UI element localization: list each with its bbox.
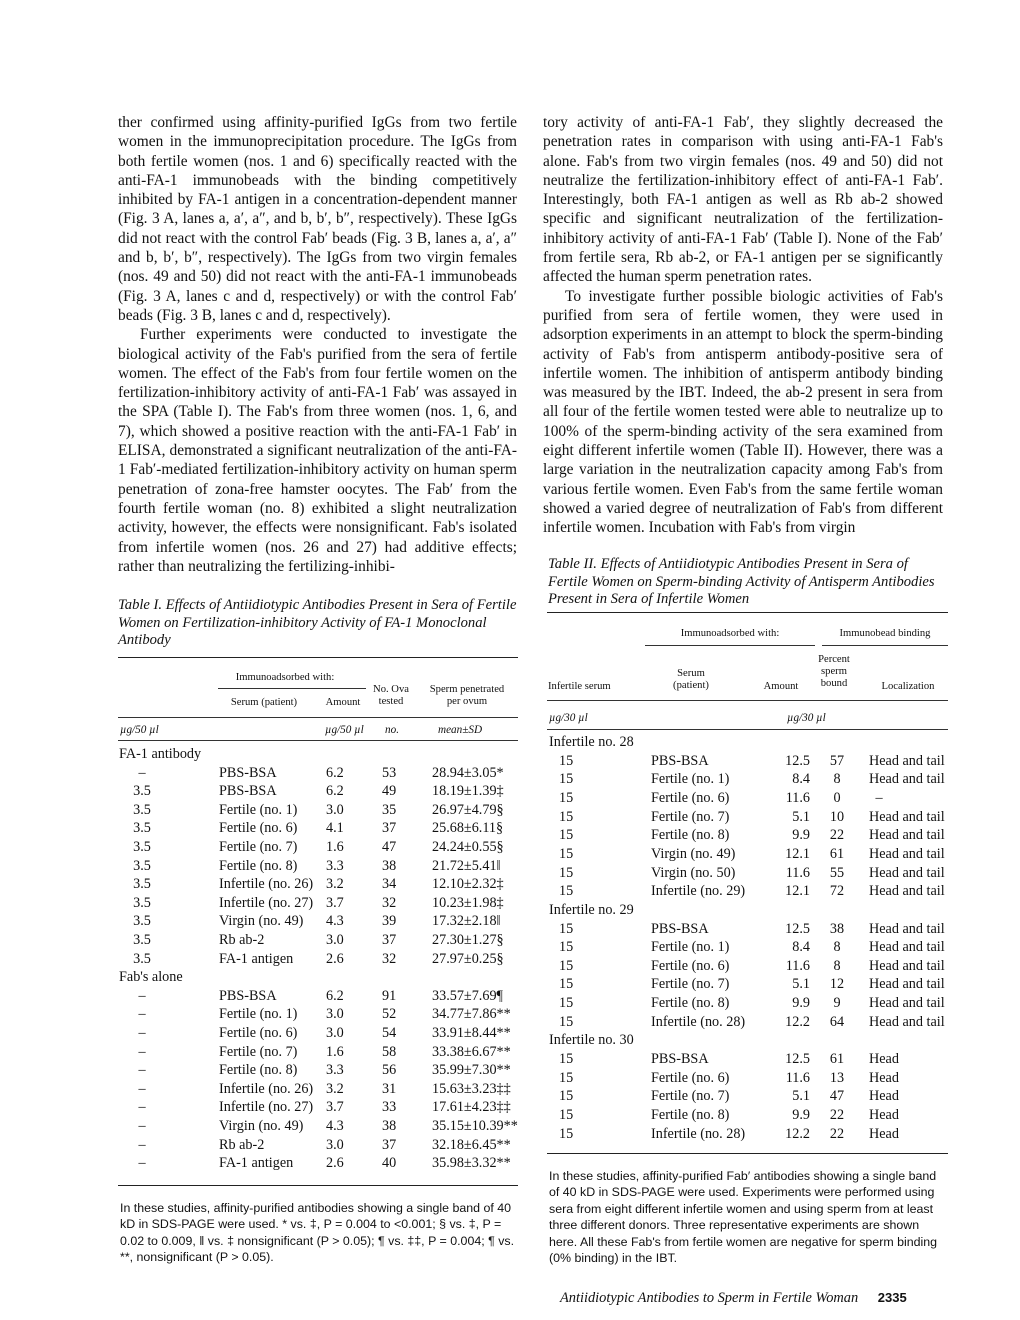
table2-header-localization: Localization: [881, 681, 935, 692]
table1-cell-conc: 3.5: [133, 857, 151, 874]
table2-cell-percent: 8: [833, 957, 841, 974]
table2-cell-serum: Fertile (no. 8): [651, 995, 730, 1012]
table2-cell-amount: 12.5: [785, 920, 810, 937]
table2-cell-localization: Head and tail: [869, 845, 945, 862]
right-text-column: [543, 113, 943, 538]
table1-cell-serum: Fertile (no. 7): [219, 1043, 298, 1060]
table1-cell-amount: 4.3: [326, 1118, 344, 1134]
table2-cell-serum: PBS-BSA: [651, 1051, 709, 1068]
table2-bottom-rule: [547, 1153, 948, 1154]
table2-cell-conc: 15: [559, 771, 574, 788]
table1-cell-serum: Virgin (no. 49): [219, 1118, 304, 1134]
table2-cell-localization: Head and tail: [869, 771, 945, 788]
table1-cell-serum: Fertile (no. 6): [219, 820, 298, 837]
table1-cell-ova: 56: [382, 1062, 397, 1079]
table2-cell-percent: 72: [829, 883, 845, 900]
table2-cell-serum: Fertile (no. 1): [651, 939, 730, 956]
table2-cell-localization: Head: [869, 1125, 899, 1142]
table1-header-amount: Amount: [325, 697, 361, 708]
table2-unit-amount: µg/30 µl: [787, 712, 826, 724]
table2-cell-serum: Infertile (no. 28): [651, 1125, 746, 1142]
table2-cell-serum: Fertile (no. 6): [651, 789, 730, 806]
table1-cell-conc: 3.5: [133, 820, 151, 837]
table1-cell-serum: Infertile (no. 27): [219, 894, 314, 911]
table2-cell-amount: 12.1: [785, 883, 810, 900]
table2-cell-serum: Fertile (no. 8): [651, 1107, 730, 1123]
table2-cell-percent: 8: [833, 771, 841, 788]
table1-cell-ova: 35: [382, 801, 397, 818]
table1-cell-ova: 58: [382, 1043, 397, 1060]
table1-cell-sperm: 32.18±6.45**: [432, 1136, 511, 1153]
table1-cell-amount: 6.2: [326, 783, 344, 800]
table1-cell-ova: 33: [382, 1099, 397, 1116]
table2-cell-amount: 9.9: [792, 827, 810, 844]
table1-cell-serum: Rb ab-2: [219, 932, 265, 948]
table1-cell-ova: 47: [382, 839, 397, 855]
table2-cell-amount: 11.6: [785, 1069, 810, 1086]
table1-cell-sperm: 27.97±0.25§: [432, 950, 504, 967]
table1-footnote: In these studies, affinity-purified antibodies showing a single band of 40 kD in SDS-PAGE were used. * vs. ‡, P = 0.004 to <0.001; § vs. ‡, P = 0.02 to 0.009, ‖ vs. ‡ nonsignificant (P > 0.05); ¶ vs. ‡‡, P = 0.004; ¶ vs. **, nonsignificant (P > 0.05).: [120, 1201, 515, 1265]
table1-cell-ova: 31: [382, 1080, 397, 1097]
table1-cell-amount: 3.2: [326, 1080, 344, 1097]
table1-cell-sperm: 34.77±7.86**: [432, 1006, 511, 1023]
table2-cell-serum: Fertile (no. 7): [651, 976, 730, 993]
table2-cell-amount: 8.4: [792, 939, 810, 956]
table2-cell-amount: 8.4: [792, 771, 810, 788]
table1-cell-conc: 3.5: [133, 839, 151, 855]
left-text-column: [118, 113, 517, 576]
table1-cell-ova: 53: [382, 764, 397, 781]
table2-cell-conc: 15: [559, 976, 574, 993]
table1-cell-amount: 2.6: [326, 1155, 344, 1172]
table1-cell-conc: –: [138, 1099, 146, 1116]
table1-cell-conc: 3.5: [133, 913, 151, 930]
table1-cell-amount: 1.6: [326, 1043, 344, 1060]
table2-cell-percent: 10: [829, 808, 845, 825]
table2-cell-localization: Head and tail: [869, 827, 945, 844]
table1-cell-amount: 3.0: [326, 801, 344, 818]
table1-group-label: FA-1 antibody: [119, 746, 202, 762]
table1-cell-amount: 3.7: [326, 894, 344, 911]
table2-cell-amount: 5.1: [792, 1088, 810, 1105]
paragraph: Further experiments were conducted to investigate the biological activity of the Fab's purified from the sera of fertile women. The effect of the Fab's from four fertile women on the fertilization-inhibitory activity of anti-FA-1 Fab′ was assayed in the SPA (Table I). The Fab's from three women (nos. 1, 6, and 7), which showed a positive reaction with the anti-FA-1 Fab′ in ELISA, demonstrated a significant neutralization of the anti-FA-1 Fab′-mediated fertilization-inhibitory activity on human sperm penetration of zona-free hamster oocytes. The Fab′ from the fourth fertile woman (no. 8) exhibited a slight neutralization activity, however, the effects were nonsignificant. Fab's isolated from infertile women (nos. 26 and 27) had additive effects; rather than neutralizing the fertilizing-inhibi-: [118, 326, 517, 575]
table1-cell-serum: FA-1 antigen: [219, 950, 294, 967]
table2-header-serum: Serum (patient): [673, 668, 709, 691]
table2-cell-conc: 15: [559, 1069, 574, 1086]
table2-cell-amount: 11.6: [785, 864, 810, 881]
table2-units-rule: [547, 729, 948, 730]
table1-header-ova: No. Ova tested: [373, 684, 409, 707]
table2-cell-conc: 15: [559, 752, 574, 769]
table1-cell-serum: Infertile (no. 27): [219, 1099, 314, 1116]
table2-cell-conc: 15: [559, 1013, 574, 1030]
table1-cell-serum: Fertile (no. 1): [219, 801, 298, 818]
table1-cell-amount: 3.3: [326, 857, 344, 874]
table2-header-group2: Immunobead binding: [839, 628, 931, 639]
table2-cell-serum: Virgin (no. 50): [651, 864, 736, 881]
table1-cell-sperm: 35.15±10.39**: [432, 1118, 518, 1134]
table1-units-rule: [118, 740, 518, 741]
table1-cell-conc: –: [138, 1155, 146, 1172]
table1-cell-serum: Fertile (no. 7): [219, 839, 298, 855]
table1-cell-sperm: 26.97±4.79§: [432, 801, 504, 818]
table1-cell-ova: 32: [382, 950, 397, 967]
table1-header-serum: Serum (patient): [230, 697, 298, 708]
table2-cell-localization: Head and tail: [869, 864, 945, 881]
table2-header-infertile: Infertile serum: [548, 681, 611, 692]
table1-cell-serum: PBS-BSA: [219, 987, 277, 1004]
table2-group2-rule: [822, 645, 948, 646]
table1-cell-ova: 32: [382, 894, 397, 911]
paragraph: To investigate further possible biologic activities of Fab's purified from sera of fertile women, they were used in adsorption experiments in an attempt to block the sperm-binding activity of Fab's from antisperm antibody-positive sera of infertile women. The inhibition of antisperm antibody binding was measured by the IBT. Indeed, the ab-2 present in sera from all four of the fertile women tested were able to neutralize up to 100% of the sperm-binding activity of the sera examined from eight different infertile women (Table II). However, there was a large variation in the neutralization capacity among Fab's from various fertile women. Even Fab's from the same fertile woman showed a varied degree of neutralization of Fab's from different infertile women. Incubation with Fab's from virgin: [543, 287, 943, 537]
table2-cell-percent: 55: [829, 864, 845, 881]
table2-cell-serum: Fertile (no. 6): [651, 957, 730, 974]
running-head: [560, 1290, 948, 1307]
table2-caption: Table II. Effects of Antiidiotypic Antibodies Present in Sera of Fertile Women on Sperm-binding Activity of Antisperm Antibodies Present in Sera of Infertile Women: [548, 556, 935, 608]
table2-cell-amount: 12.5: [785, 752, 810, 769]
table1-cell-ova: 38: [382, 1118, 397, 1134]
table1-cell-conc: –: [138, 1043, 146, 1060]
table1-cell-serum: Fertile (no. 8): [219, 857, 298, 874]
table2-cell-percent: 61: [829, 1051, 845, 1068]
table1-cell-serum: Infertile (no. 26): [219, 1080, 314, 1097]
table2-cell-percent: 57: [829, 752, 845, 769]
table1-cell-serum: Fertile (no. 8): [219, 1062, 298, 1079]
table1-cell-conc: 3.5: [133, 876, 151, 893]
table2-cell-percent: 0: [833, 789, 841, 806]
table2-cell-conc: 15: [559, 920, 574, 937]
table1-cell-serum: Infertile (no. 26): [219, 876, 314, 893]
table2-header-amount: Amount: [763, 681, 799, 692]
table1-cell-sperm: 24.24±0.55§: [432, 839, 504, 855]
table1-cell-conc: –: [138, 987, 146, 1004]
table1-cell-amount: 3.3: [326, 1062, 344, 1079]
table2-cell-conc: 15: [559, 789, 574, 806]
table1-cell-conc: 3.5: [133, 950, 151, 967]
table2-cell-percent: 22: [829, 1107, 845, 1123]
table1-cell-sperm: 33.57±7.69¶: [432, 987, 503, 1004]
table2-group-label: Infertile no. 30: [549, 1032, 634, 1049]
table1-cell-serum: Rb ab-2: [219, 1136, 265, 1153]
paragraph: tory activity of anti-FA-1 Fab′, they slightly decreased the penetration rates in comparison with using anti-FA-1 Fab's alone. Fab's from two virgin females (nos. 49 and 50) did not neutralize the fertilization-inhibitory effect of anti-FA-1 Fab′. Interestingly, both FA-1 antigen as well as Rb ab-2 showed specific and significant neutralization of the fertilization-inhibitory activity of anti-FA-1 Fab′ (Table I). None of the Fab′ from fertile sera, Rb ab-2, or FA-1 antigen per se significantly affected the human sperm penetration rates.: [543, 114, 943, 286]
table2-cell-percent: 22: [829, 1125, 845, 1142]
table2-cell-percent: 38: [829, 920, 845, 937]
table1-cell-conc: 3.5: [133, 783, 151, 800]
table2-cell-conc: 15: [559, 1051, 574, 1068]
paragraph: ther confirmed using affinity-purified IgGs from two fertile women in the immunoprecipitation procedure. The IgGs from both fertile women (nos. 1 and 6) specifically reacted with the anti-FA-1 immunobeads with the binding competitively inhibited by FA-1 antigen in a concentration-dependent manner (Fig. 3 A, lanes a, a′, a″, and b, b′, b″, respectively). These IgGs did not react with the control Fab′ beads (Fig. 3 B, lanes a, a′, a″ and b, b′, b″, respectively). The IgGs from two virgin females (nos. 49 and 50) did not react with the anti-FA-1 immunobeads (Fig. 3 A, lanes c and d, respectively) or with the control Fab′ beads (Fig. 3 B, lanes c and d, respectively).: [118, 114, 517, 324]
table1-cell-sperm: 35.98±3.32**: [432, 1155, 511, 1172]
table1-cell-sperm: 15.63±3.23‡‡: [432, 1080, 511, 1097]
table1-cell-ova: 39: [382, 913, 397, 930]
table1-cell-amount: 2.6: [326, 950, 344, 967]
table2-cell-amount: 12.2: [785, 1125, 810, 1142]
table1-header-group: Immunoadsorbed with:: [235, 672, 335, 683]
table2-unit-first: µg/30 µl: [549, 712, 588, 724]
table2-cell-serum: Fertile (no. 8): [651, 827, 730, 844]
table1-unit-amount: µg/50 µl: [325, 724, 364, 736]
table1-cell-conc: –: [138, 1062, 146, 1079]
table2-cell-conc: 15: [559, 995, 574, 1012]
table1-cell-sperm: 28.94±3.05*: [432, 764, 504, 781]
table2-cell-serum: Fertile (no. 7): [651, 808, 730, 825]
table1-cell-amount: 6.2: [326, 764, 344, 781]
table2-cell-localization: Head: [869, 1088, 899, 1105]
table2-cell-serum: Infertile (no. 28): [651, 1013, 746, 1030]
table1-cell-amount: 3.7: [326, 1099, 344, 1116]
table2-header-group1: Immunoadsorbed with:: [680, 628, 780, 639]
table2-cell-conc: 15: [559, 957, 574, 974]
table1-cell-ova: 52: [382, 1006, 397, 1023]
table2-cell-percent: 9: [833, 995, 841, 1012]
table2-cell-localization: Head and tail: [869, 957, 945, 974]
table1-cell-ova: 34: [382, 876, 397, 893]
table1-cell-sperm: 12.10±2.32‡: [432, 876, 504, 893]
table1-cell-conc: 3.5: [133, 801, 151, 818]
table1-cell-ova: 91: [382, 987, 397, 1004]
table1-cell-amount: 4.1: [326, 820, 344, 837]
table1-cell-conc: 3.5: [133, 932, 151, 948]
table1-unit-first: µg/50 µl: [120, 724, 159, 736]
table2-cell-amount: 12.1: [785, 845, 810, 862]
table2-cell-conc: 15: [559, 883, 574, 900]
table2-cell-localization: Head and tail: [869, 808, 945, 825]
table2-cell-localization: Head and tail: [869, 976, 945, 993]
table1-cell-amount: 4.3: [326, 913, 344, 930]
table2-cell-localization: Head and tail: [869, 883, 945, 900]
table2-cell-percent: 13: [829, 1069, 845, 1086]
table2-cell-localization: Head and tail: [869, 995, 945, 1012]
table1-cell-serum: PBS-BSA: [219, 783, 277, 800]
table1-cell-conc: –: [138, 1136, 146, 1153]
table2-group-label: Infertile no. 29: [549, 901, 634, 918]
table1-unit-ova: no.: [385, 724, 399, 736]
table2-group-label: Infertile no. 28: [549, 734, 634, 750]
table1-caption: Table I. Effects of Antiidiotypic Antibodies Present in Sera of Fertile Women on Fertilization-inhibitory Activity of FA-1 Monoclonal Antibody: [118, 597, 517, 649]
running-head-title: Antiidiotypic Antibodies to Sperm in Fertile Woman: [560, 1290, 859, 1306]
table1-top-rule: [118, 657, 518, 658]
page-number: 2335: [877, 1290, 907, 1305]
table2-cell-amount: 5.1: [792, 808, 810, 825]
table1-cell-serum: Fertile (no. 6): [219, 1025, 298, 1041]
table2-cell-conc: 15: [559, 808, 574, 825]
table2-cell-percent: 64: [829, 1013, 845, 1030]
table1-cell-amount: 3.0: [326, 1006, 344, 1023]
table2-cell-percent: 8: [833, 939, 841, 956]
table1-cell-ova: 49: [382, 783, 397, 800]
table1-group-label: Fab's alone: [119, 969, 183, 986]
table2-cell-conc: 15: [559, 1088, 574, 1105]
table2-cell-localization: Head and tail: [869, 920, 945, 937]
table2-cell-serum: Virgin (no. 49): [651, 845, 736, 862]
table1-header-sperm: Sperm penetrated per ovum: [429, 684, 505, 707]
table1-cell-sperm: 33.91±8.44**: [432, 1025, 511, 1041]
table2-cell-percent: 22: [829, 827, 845, 844]
table2-cell-conc: 15: [559, 1107, 574, 1123]
table1-cell-ova: 40: [382, 1155, 397, 1172]
table1-cell-conc: –: [138, 1118, 146, 1134]
table2-cell-percent: 12: [829, 976, 845, 993]
table2-cell-conc: 15: [559, 827, 574, 844]
table2-cell-serum: Fertile (no. 6): [651, 1069, 730, 1086]
table2-cell-percent: 47: [829, 1088, 845, 1105]
table2-cell-amount: 11.6: [785, 957, 810, 974]
table2-top-rule: [547, 612, 948, 613]
table1-cell-serum: PBS-BSA: [219, 764, 277, 781]
table1-cell-ova: 37: [382, 932, 397, 948]
table1-cell-serum: Fertile (no. 1): [219, 1006, 298, 1023]
table2-cell-localization: Head and tail: [869, 752, 945, 769]
table2-cell-serum: Fertile (no. 1): [651, 771, 730, 788]
table1-cell-conc: –: [138, 764, 146, 781]
table1-group-rule: [218, 688, 366, 689]
table1-cell-sperm: 33.38±6.67**: [432, 1043, 511, 1060]
table2-cell-amount: 9.9: [792, 1107, 810, 1123]
table1-cell-amount: 3.0: [326, 932, 344, 948]
table1-cell-sperm: 17.32±2.18‖: [432, 913, 501, 930]
table2-cell-conc: 15: [559, 1125, 574, 1142]
table2-cell-amount: 12.2: [785, 1013, 810, 1030]
table1-cell-amount: 1.6: [326, 839, 344, 855]
table2-header-rule: [547, 700, 948, 701]
table1-cell-serum: FA-1 antigen: [219, 1155, 294, 1172]
table2-cell-localization: Head: [869, 1069, 899, 1086]
table1-cell-amount: 6.2: [326, 987, 344, 1004]
table2-cell-serum: PBS-BSA: [651, 920, 709, 937]
table1-cell-ova: 37: [382, 1136, 397, 1153]
table2-footnote: In these studies, affinity-purified Fab′ antibodies showing a single band of 40 kD in SDS-PAGE were used. Experiments were performed using sera from eight different infertile women and using sperm from at least three different donors. Three representative experiments are shown here. All these Fab's from fertile women are negative for sperm binding (0% binding) in the IBT.: [549, 1169, 938, 1266]
table2-cell-localization: –: [875, 789, 883, 806]
table2-cell-amount: 5.1: [792, 976, 810, 993]
table1-cell-amount: 3.2: [326, 876, 344, 893]
table1-cell-sperm: 17.61±4.23‡‡: [432, 1099, 511, 1116]
table1-cell-sperm: 21.72±5.41‖: [432, 857, 501, 874]
table1-cell-ova: 37: [382, 820, 397, 837]
table1-cell-amount: 3.0: [326, 1025, 344, 1041]
table2-cell-conc: 15: [559, 864, 574, 881]
table1-cell-conc: –: [138, 1080, 146, 1097]
table2-cell-percent: 61: [829, 845, 845, 862]
table1-bottom-rule: [118, 1185, 518, 1186]
table2-group1-rule: [645, 645, 815, 646]
table2-header-percent: Percent sperm bound: [818, 654, 850, 689]
table2-cell-localization: Head and tail: [869, 939, 945, 956]
table1-cell-sperm: 18.19±1.39‡: [432, 783, 504, 800]
table2-cell-localization: Head: [869, 1107, 899, 1123]
table1-unit-sperm: mean±SD: [438, 724, 483, 736]
table1-cell-sperm: 35.99±7.30**: [432, 1062, 511, 1079]
table1-cell-amount: 3.0: [326, 1136, 344, 1153]
table1-cell-serum: Virgin (no. 49): [219, 913, 304, 930]
table2-cell-serum: Fertile (no. 7): [651, 1088, 730, 1105]
table1-cell-conc: –: [138, 1025, 146, 1041]
table2-cell-localization: Head: [869, 1051, 899, 1068]
table1-cell-ova: 38: [382, 857, 397, 874]
table1-cell-ova: 54: [382, 1025, 397, 1041]
table2-cell-amount: 11.6: [785, 789, 810, 806]
table1-cell-sperm: 25.68±6.11§: [432, 820, 504, 837]
table1-cell-sperm: 10.23±1.98‡: [432, 894, 504, 911]
table2-cell-amount: 12.5: [785, 1051, 810, 1068]
table1-cell-conc: 3.5: [133, 894, 151, 911]
table1-header-rule: [118, 717, 518, 718]
table2-cell-conc: 15: [559, 845, 574, 862]
table2-cell-serum: PBS-BSA: [651, 752, 709, 769]
table2-cell-localization: Head and tail: [869, 1013, 945, 1030]
table2-cell-serum: Infertile (no. 29): [651, 883, 746, 900]
table2-cell-amount: 9.9: [792, 995, 810, 1012]
table1-cell-conc: –: [138, 1006, 146, 1023]
table1-cell-sperm: 27.30±1.27§: [432, 932, 504, 948]
table2-cell-conc: 15: [559, 939, 574, 956]
